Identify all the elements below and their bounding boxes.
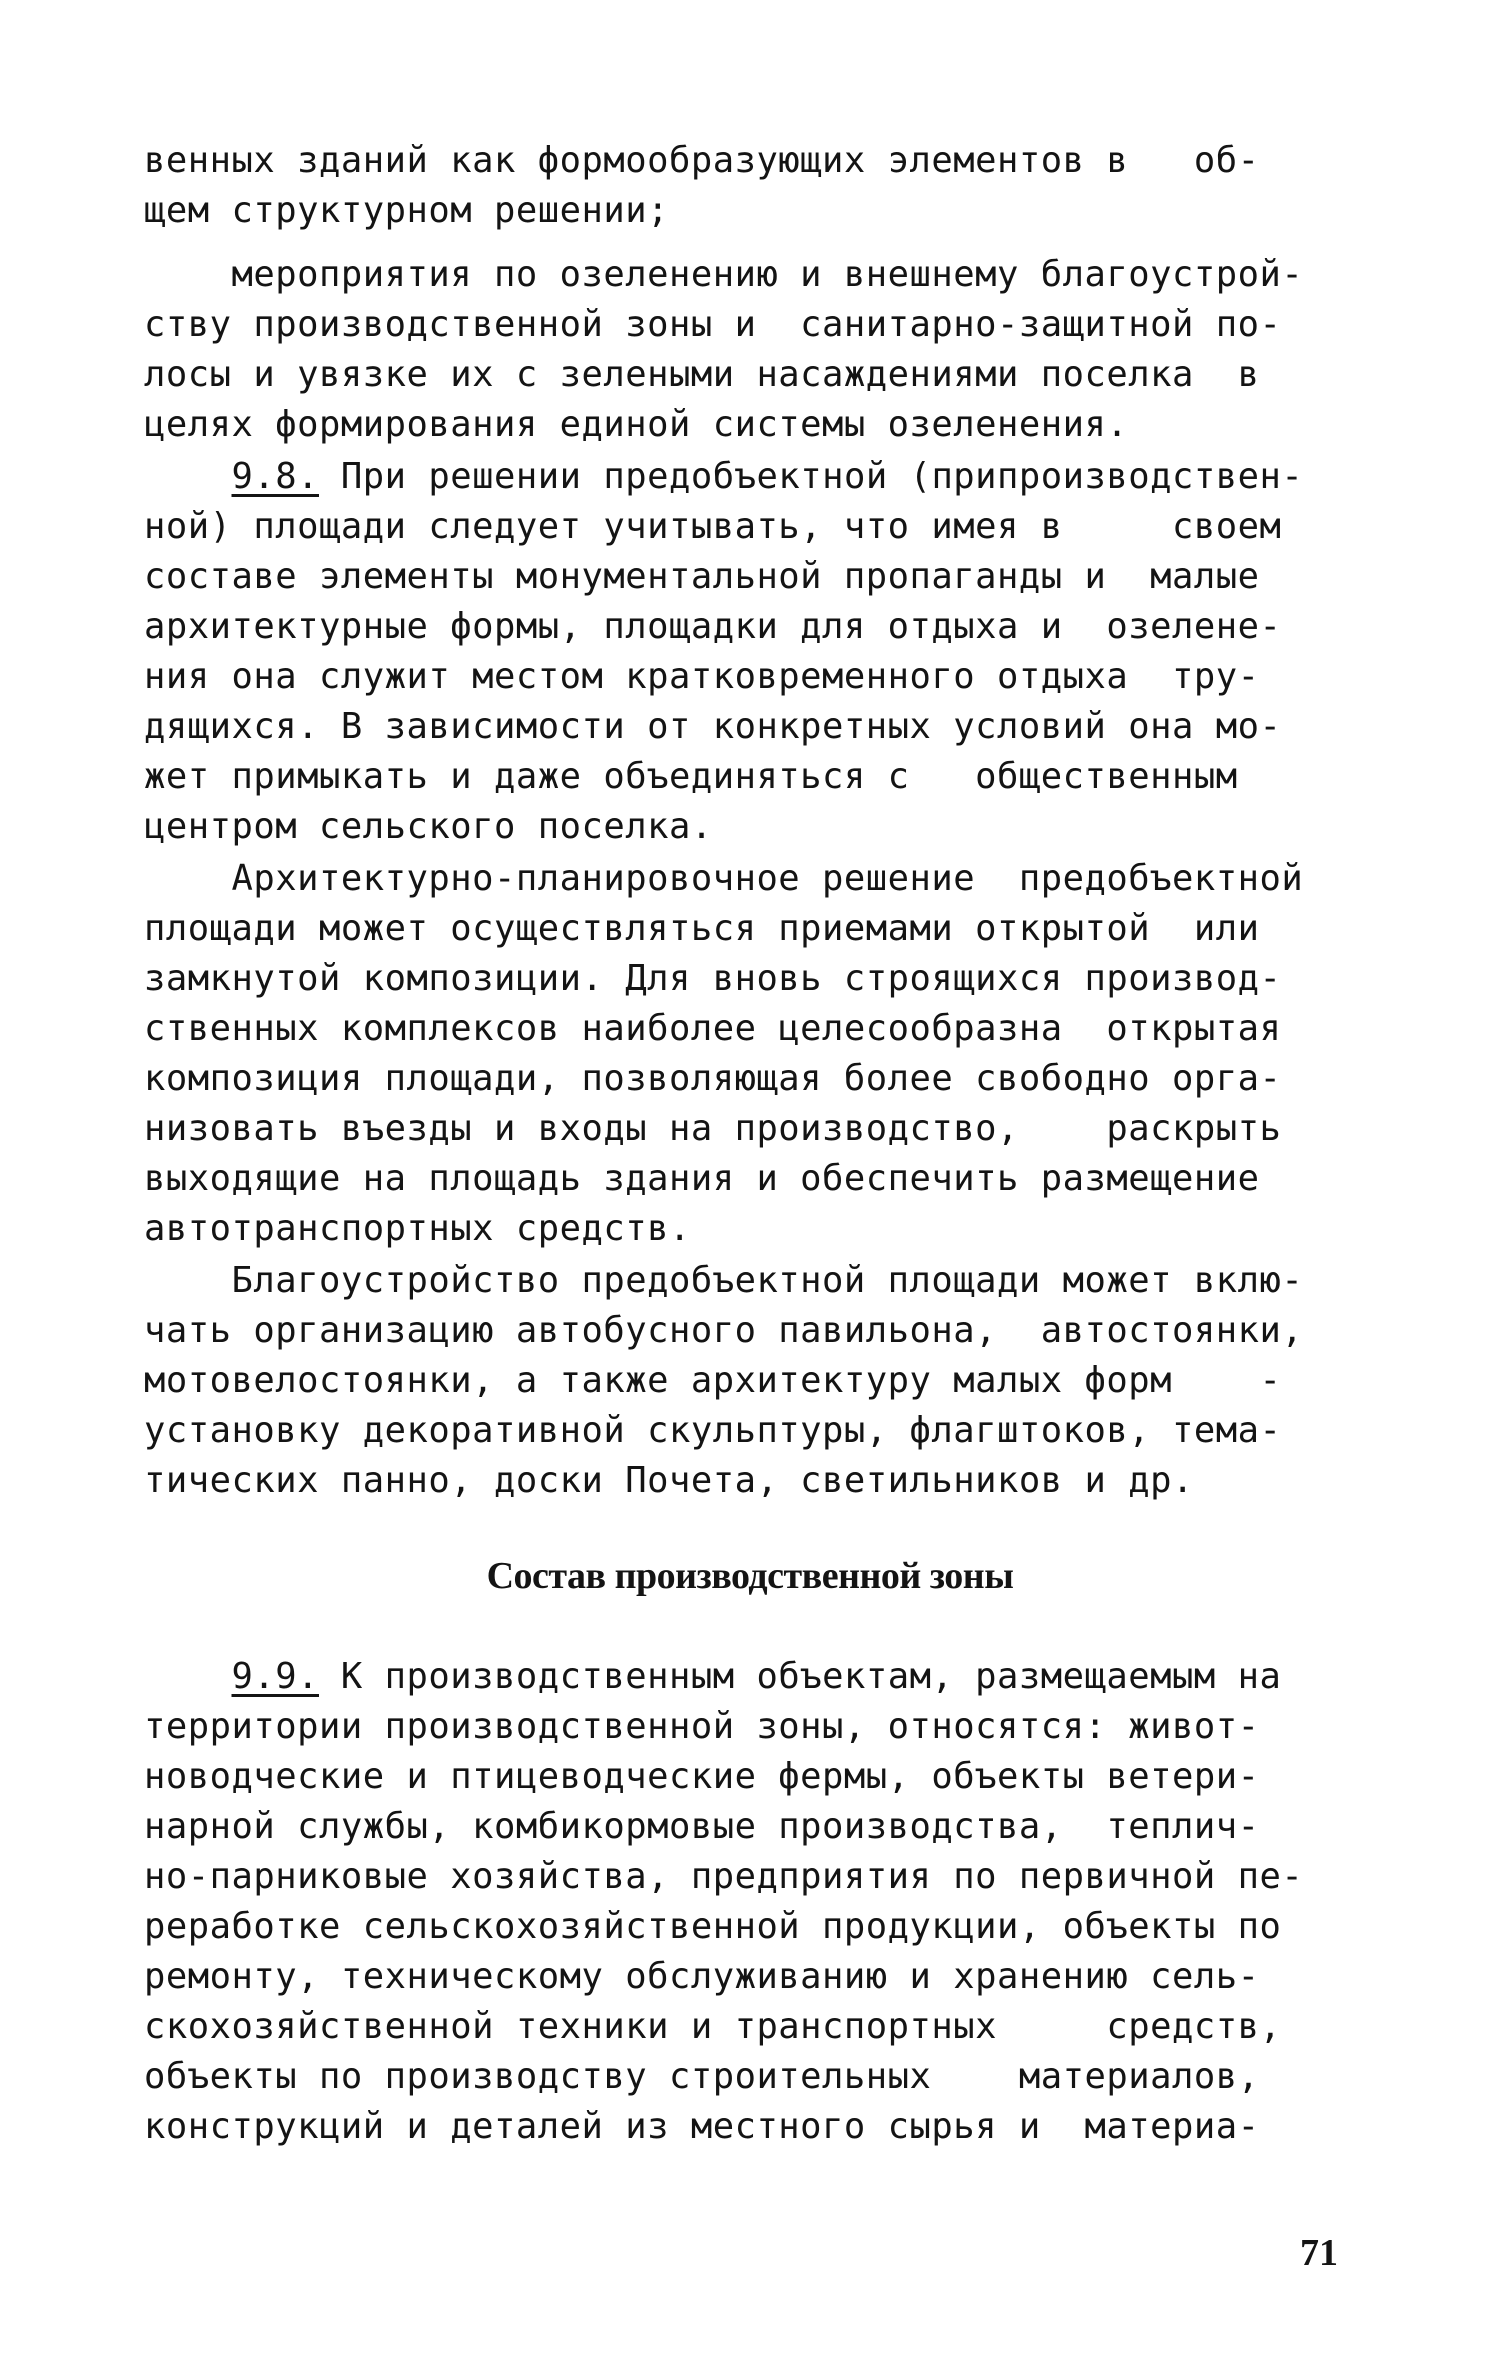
paragraph-number: 9.8. — [231, 456, 319, 497]
text-line: центром сельского поселка. — [144, 806, 713, 847]
text-line: целях формирования единой системы озеленения. — [144, 404, 1129, 445]
text-line: архитектурные формы, площадки для отдыха и озелене- — [144, 606, 1282, 647]
text-line: жет примыкать и даже объединяться с общественным — [144, 756, 1238, 797]
text-line: тических панно, доски Почета, светильников и др. — [144, 1460, 1194, 1501]
text-line: составе элементы монументальной пропаганды и малые — [144, 556, 1260, 597]
text-line: территории производственной зоны, относятся: живот- — [144, 1706, 1260, 1747]
text-line: низовать въезды и входы на производство, раскрыть — [144, 1108, 1282, 1149]
text-span: К производственным объектам, размещаемым на — [319, 1656, 1282, 1697]
paragraph-9-8-first-line — [144, 452, 1356, 502]
section-heading: Состав производственной зоны — [486, 1555, 1014, 1597]
text-line: площади может осуществляться приемами открытой или — [144, 908, 1260, 949]
text-line: ремонту, техническому обслуживанию и хранению сель- — [144, 1956, 1260, 1997]
text-line: лосы и увязке их с зелеными насаждениями поселка в — [144, 354, 1260, 395]
text-line: ству производственной зоны и санитарно-защитной по- — [144, 304, 1282, 345]
text-line: венных зданий как формообразующих элементов в об- — [144, 140, 1260, 181]
text-line: мероприятия по озеленению и внешнему благоустрой- — [144, 254, 1304, 295]
text-line: реработке сельскохозяйственной продукции, объекты по — [144, 1906, 1282, 1947]
text-span: При решении предобъектной (припроизводствен- — [319, 456, 1304, 497]
text-line: замкнутой композиции. Для вновь строящихся производ- — [144, 958, 1282, 999]
text-line: объекты по производству строительных материалов, — [144, 2056, 1260, 2097]
text-line: скохозяйственной техники и транспортных средств, — [144, 2006, 1282, 2047]
text-line: щем структурном решении; — [144, 190, 669, 231]
text-line: Благоустройство предобъектной площади может вклю- — [144, 1260, 1304, 1301]
text-line: дящихся. В зависимости от конкретных условий она мо- — [144, 706, 1282, 747]
text-line: новодческие и птицеводческие фермы, объекты ветери- — [144, 1756, 1260, 1797]
text-line: нарной службы, комбикормовые производства, теплич- — [144, 1806, 1260, 1847]
text-line: автотранспортных средств. — [144, 1208, 691, 1249]
text-line: мотовелостоянки, а также архитектуру малых форм - — [144, 1360, 1282, 1401]
text-line: выходящие на площадь здания и обеспечить размещение — [144, 1158, 1260, 1199]
page-number: 71 — [1300, 2232, 1338, 2274]
text-line: Архитектурно-планировочное решение предобъектной — [144, 858, 1304, 899]
text-line: ной) площади следует учитывать, что имея в своем — [144, 506, 1282, 547]
text-line: композиция площади, позволяющая более свободно орга- — [144, 1058, 1282, 1099]
text-line: ственных комплексов наиболее целесообразна открытая — [144, 1008, 1282, 1049]
text-line: установку декоративной скульптуры, флагштоков, тема- — [144, 1410, 1282, 1451]
text-line: ния она служит местом кратковременного отдыха тру- — [144, 656, 1260, 697]
text-line: конструкций и деталей из местного сырья и материа- — [144, 2106, 1260, 2147]
paragraph-number: 9.9. — [231, 1656, 319, 1697]
paragraph-9-9-first-line — [144, 1652, 1356, 1702]
text-line: чать организацию автобусного павильона, автостоянки, — [144, 1310, 1304, 1351]
text-line: но-парниковые хозяйства, предприятия по первичной пе- — [144, 1856, 1304, 1897]
